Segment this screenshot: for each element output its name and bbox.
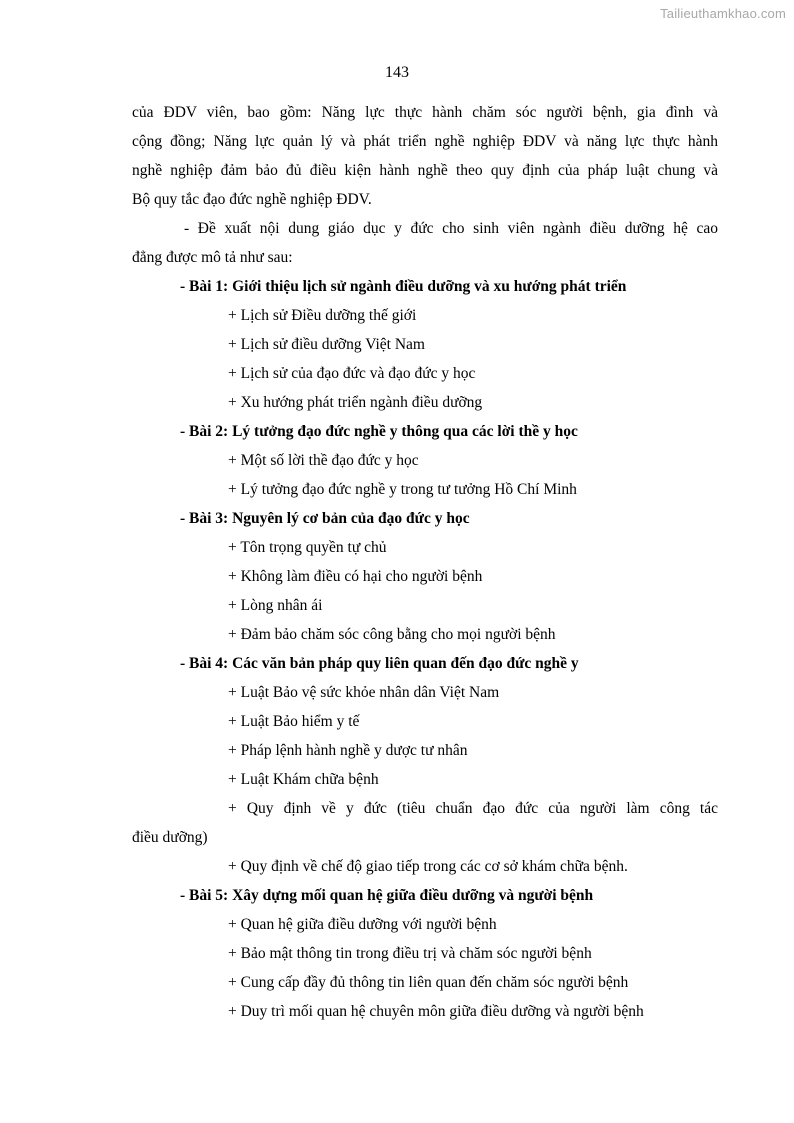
list-item: + Lịch sử của đạo đức và đạo đức y học	[228, 365, 476, 382]
text-line: + Quy định về y đức (tiêu chuẩn đạo đức của người làm công tác	[228, 800, 718, 817]
text-line: đẳng được mô tả như sau:	[132, 249, 293, 266]
list-item: + Một số lời thề đạo đức y học	[228, 452, 419, 469]
lesson-2-title: - Bài 2: Lý tưởng đạo đức nghề y thông qua các lời thề y học	[180, 423, 578, 440]
list-item-wrapped	[132, 794, 718, 852]
list-item: + Quan hệ giữa điều dưỡng với người bệnh	[228, 916, 497, 933]
list-item: + Lịch sử điều dưỡng Việt Nam	[228, 336, 425, 353]
list-item: + Tôn trọng quyền tự chủ	[228, 539, 387, 556]
list-item: + Quy định về chế độ giao tiếp trong các cơ sở khám chữa bệnh.	[228, 858, 628, 875]
list-item: + Lý tưởng đạo đức nghề y trong tư tưởng Hồ Chí Minh	[228, 481, 577, 498]
text-line: - Đề xuất nội dung giáo dục y đức cho sinh viên ngành điều dưỡng hệ cao	[184, 220, 718, 237]
list-item: + Duy trì mối quan hệ chuyên môn giữa điều dưỡng và người bệnh	[228, 1003, 644, 1020]
intro-paragraph	[132, 98, 718, 214]
list-item: + Lịch sử Điều dưỡng thế giới	[228, 307, 417, 324]
page-number: 143	[385, 64, 409, 81]
watermark: Tailieuthamkhao.com	[660, 6, 786, 21]
lesson-5-title: - Bài 5: Xây dựng mối quan hệ giữa điều dưỡng và người bệnh	[180, 887, 594, 904]
lesson-4-title: - Bài 4: Các văn bản pháp quy liên quan đến đạo đức nghề y	[180, 655, 579, 672]
text-line: của ĐDV viên, bao gồm: Năng lực thực hành chăm sóc người bệnh, gia đình và	[132, 104, 718, 121]
text-line: điều dưỡng)	[132, 829, 208, 846]
list-item: + Luật Bảo vệ sức khỏe nhân dân Việt Nam	[228, 684, 500, 701]
list-item: + Đảm bảo chăm sóc công bằng cho mọi người bệnh	[228, 626, 556, 643]
lesson-3-title: - Bài 3: Nguyên lý cơ bản của đạo đức y học	[180, 510, 470, 527]
list-item: + Lòng nhân ái	[228, 597, 323, 614]
proposal-paragraph	[132, 214, 718, 272]
document-body	[132, 98, 718, 1026]
list-item: + Bảo mật thông tin trong điều trị và chăm sóc người bệnh	[228, 945, 592, 962]
list-item: + Xu hướng phát triển ngành điều dưỡng	[228, 394, 483, 411]
list-item: + Pháp lệnh hành nghề y dược tư nhân	[228, 742, 468, 759]
text-line: Bộ quy tắc đạo đức nghề nghiệp ĐDV.	[132, 191, 372, 208]
list-item: + Luật Bảo hiểm y tế	[228, 713, 360, 730]
list-item: + Luật Khám chữa bệnh	[228, 771, 379, 788]
list-item: + Không làm điều có hại cho người bệnh	[228, 568, 483, 585]
text-line: cộng đồng; Năng lực quản lý và phát triển nghề nghiệp ĐDV và năng lực thực hành	[132, 133, 718, 150]
text-line: nghề nghiệp đảm bảo đủ điều kiện hành nghề theo quy định của pháp luật chung và	[132, 162, 718, 179]
lesson-1-title: - Bài 1: Giới thiệu lịch sử ngành điều dưỡng và xu hướng phát triển	[180, 278, 627, 295]
list-item: + Cung cấp đầy đủ thông tin liên quan đến chăm sóc người bệnh	[228, 974, 629, 991]
